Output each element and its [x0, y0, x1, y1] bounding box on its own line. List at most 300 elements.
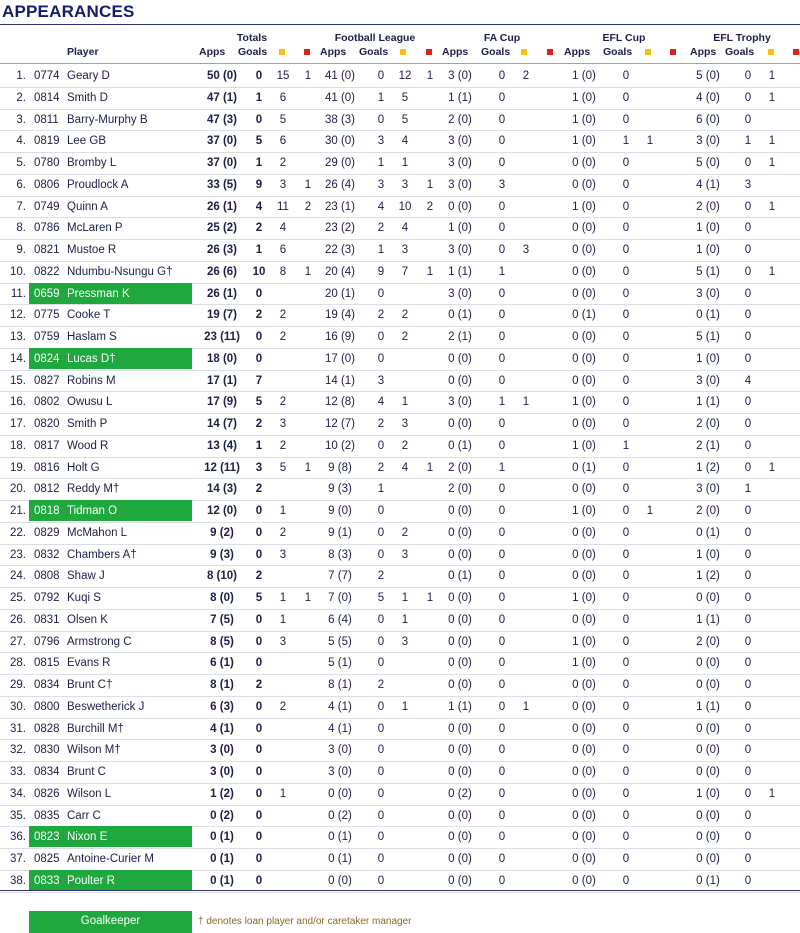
cell-lgoals: 0	[377, 548, 385, 561]
cell-lr: 1	[426, 178, 434, 191]
cell-num: 31.	[10, 722, 26, 735]
cell-tgoals: 5	[255, 135, 263, 148]
cell-egoals: 0	[622, 265, 630, 278]
cell-fapps: 2 (0)	[448, 483, 472, 496]
cell-eapps: 0 (0)	[572, 352, 596, 365]
cell-fapps: 0 (0)	[448, 505, 472, 517]
cell-fgoals: 0	[498, 744, 506, 757]
cell-code: 0817	[34, 439, 60, 452]
cell-tapps: 17 (9)	[206, 396, 238, 409]
cell-lapps: 6 (4)	[328, 613, 352, 626]
cell-ly: 2	[401, 526, 409, 539]
cell-tgoals2: 0	[744, 331, 752, 343]
cell-num: 16.	[10, 396, 26, 409]
cell-ty: 6	[279, 91, 287, 104]
cell-ty: 1	[279, 592, 287, 604]
cell-ty: 8	[279, 265, 287, 278]
cell-fgoals: 0	[498, 135, 506, 148]
cell-lgoals: 1	[377, 244, 385, 256]
cell-tgoals2: 0	[744, 309, 752, 322]
cell-name: Ndumbu-Nsungu G†	[67, 265, 173, 278]
cell-tapps: 26 (6)	[206, 265, 238, 278]
cell-ly: 4	[401, 135, 409, 148]
cell-num: 13.	[10, 331, 26, 343]
cell-lapps: 30 (0)	[324, 135, 356, 148]
cell-lgoals: 0	[377, 722, 385, 735]
cell-fgoals: 0	[498, 657, 506, 670]
cell-lapps: 38 (3)	[324, 113, 356, 126]
cell-code: 0829	[34, 526, 60, 539]
table-row	[0, 304, 800, 327]
header-rule	[0, 63, 800, 64]
cell-num: 5.	[16, 157, 26, 169]
cell-fgoals: 0	[498, 70, 506, 82]
cell-egoals: 0	[622, 352, 630, 365]
cell-tgoals: 4	[255, 200, 263, 213]
cell-tgoals2: 0	[744, 570, 752, 583]
cell-eapps: 0 (1)	[572, 461, 596, 474]
cell-tgoals2: 0	[744, 722, 752, 735]
table-row	[0, 826, 800, 849]
cell-ly: 5	[401, 113, 409, 126]
cell-lgoals: 2	[377, 570, 385, 583]
cell-lapps: 7 (7)	[328, 570, 352, 583]
cell-code: 0814	[34, 91, 60, 104]
cell-name: McMahon L	[67, 526, 128, 539]
cell-tgoals2: 1	[744, 135, 752, 148]
cell-egoals: 0	[622, 548, 630, 561]
cell-lgoals: 0	[377, 331, 385, 343]
cell-tgoals2: 0	[744, 548, 752, 561]
cell-eapps: 0 (0)	[572, 831, 596, 844]
cell-eapps: 0 (0)	[572, 178, 596, 191]
title-rule	[0, 24, 800, 25]
cell-tapps: 12 (11)	[204, 461, 240, 474]
cell-tgoals2: 0	[744, 744, 752, 757]
table-row	[0, 739, 800, 762]
header-trophy-goals: Goals	[725, 46, 755, 58]
cell-lgoals: 0	[377, 505, 385, 517]
cell-lapps: 5 (5)	[328, 635, 352, 648]
cell-egoals: 0	[622, 613, 630, 626]
cell-fgoals: 0	[498, 331, 506, 343]
cell-tapps: 0 (1)	[210, 874, 234, 887]
cell-tapps: 9 (3)	[210, 548, 234, 561]
cell-fapps: 3 (0)	[448, 396, 472, 409]
cell-tgoals: 2	[255, 222, 263, 235]
table-row	[0, 587, 800, 610]
cell-eapps: 0 (0)	[572, 418, 596, 430]
cell-tapps2: 2 (0)	[696, 635, 720, 648]
cell-code: 0819	[34, 135, 60, 148]
cell-egoals: 0	[622, 157, 630, 169]
cell-tapps: 0 (2)	[210, 809, 234, 822]
cell-ty: 2	[279, 526, 287, 539]
cell-ty2: 1	[768, 91, 776, 104]
cell-egoals: 0	[622, 178, 630, 191]
cell-ly: 1	[401, 396, 409, 409]
cell-tgoals2: 0	[744, 222, 752, 235]
cell-ly: 1	[401, 613, 409, 626]
cell-ty2: 1	[768, 200, 776, 213]
cell-eapps: 0 (0)	[572, 613, 596, 626]
cell-egoals: 1	[622, 439, 630, 452]
cell-num: 20.	[10, 483, 26, 496]
cell-fapps: 3 (0)	[448, 135, 472, 148]
cell-tapps2: 1 (0)	[696, 787, 720, 800]
cell-lapps: 17 (0)	[324, 352, 356, 365]
cell-tapps: 13 (4)	[206, 439, 238, 452]
cell-tr: 1	[304, 461, 312, 474]
cell-fgoals: 0	[498, 809, 506, 822]
cell-fapps: 3 (0)	[448, 178, 472, 191]
cell-num: 35.	[10, 809, 26, 822]
header-fa-cup: FA Cup	[483, 32, 521, 44]
cell-name: Evans R	[67, 657, 111, 670]
yellow-card-icon	[279, 49, 285, 55]
cell-fgoals: 0	[498, 287, 506, 300]
cell-ly: 3	[401, 178, 409, 191]
cell-tapps2: 3 (0)	[696, 374, 720, 387]
cell-tgoals: 2	[255, 570, 263, 583]
cell-egoals: 0	[622, 222, 630, 235]
cell-tr: 1	[304, 178, 312, 191]
cell-tgoals2: 0	[744, 505, 752, 517]
cell-code: 0749	[34, 200, 60, 213]
cell-tgoals: 5	[255, 396, 263, 409]
cell-tapps: 17 (1)	[206, 374, 238, 387]
cell-ty: 2	[279, 396, 287, 409]
cell-code: 0774	[34, 70, 60, 82]
cell-tgoals2: 0	[744, 787, 752, 800]
cell-lr: 1	[426, 592, 434, 604]
cell-tapps2: 2 (0)	[696, 505, 720, 517]
cell-name: Cooke T	[67, 309, 111, 322]
cell-egoals: 0	[622, 766, 630, 778]
cell-lapps: 0 (0)	[328, 874, 352, 887]
cell-fgoals: 0	[498, 157, 506, 169]
table-row	[0, 565, 800, 588]
cell-code: 0775	[34, 309, 60, 322]
cell-tapps2: 0 (1)	[696, 526, 720, 539]
cell-egoals: 0	[622, 200, 630, 213]
header-eflcup-goals: Goals	[603, 46, 633, 58]
cell-fgoals: 0	[498, 787, 506, 800]
cell-lapps: 26 (4)	[324, 178, 356, 191]
cell-egoals: 0	[622, 396, 630, 409]
cell-ty2: 1	[768, 461, 776, 474]
table-row	[0, 261, 800, 284]
table-row	[0, 326, 800, 349]
cell-ey: 1	[646, 505, 654, 517]
cell-fapps: 0 (1)	[448, 570, 472, 583]
table-row	[0, 652, 800, 675]
cell-fgoals: 0	[498, 700, 506, 713]
cell-ty2: 1	[768, 787, 776, 800]
cell-num: 33.	[10, 766, 26, 778]
table-row	[0, 65, 800, 88]
header-totals-apps: Apps	[199, 46, 226, 58]
cell-tgoals2: 0	[744, 657, 752, 670]
cell-num: 12.	[10, 309, 26, 322]
cell-ty: 2	[279, 331, 287, 343]
cell-egoals: 0	[622, 744, 630, 757]
cell-ty: 2	[279, 439, 287, 452]
cell-tapps: 14 (7)	[206, 418, 238, 430]
table-row	[0, 718, 800, 741]
cell-tgoals: 1	[255, 91, 263, 104]
cell-name: Reddy M†	[67, 483, 120, 496]
table-row	[0, 761, 800, 784]
cell-ty: 3	[279, 178, 287, 191]
table-row	[0, 239, 800, 262]
cell-fapps: 0 (0)	[448, 418, 472, 430]
cell-tapps2: 3 (0)	[696, 135, 720, 148]
cell-tgoals: 0	[255, 331, 263, 343]
cell-num: 11.	[10, 287, 26, 300]
cell-fgoals: 1	[498, 396, 506, 409]
cell-egoals: 0	[622, 809, 630, 822]
cell-code: 0832	[34, 548, 60, 561]
cell-tgoals2: 1	[744, 483, 752, 496]
cell-lgoals: 0	[377, 613, 385, 626]
cell-fapps: 0 (0)	[448, 200, 472, 213]
cell-tgoals: 1	[255, 157, 263, 169]
cell-ty: 5	[279, 113, 287, 126]
cell-tgoals2: 0	[744, 200, 752, 213]
cell-ly: 5	[401, 91, 409, 104]
cell-tapps: 3 (0)	[210, 766, 234, 778]
cell-ly: 2	[401, 309, 409, 322]
cell-ty: 1	[279, 505, 287, 517]
cell-lgoals: 0	[377, 831, 385, 844]
cell-lapps: 4 (1)	[328, 700, 352, 713]
cell-fapps: 0 (0)	[448, 657, 472, 670]
cell-tgoals: 0	[255, 744, 263, 757]
cell-egoals: 0	[622, 505, 630, 517]
cell-tapps: 26 (1)	[206, 200, 238, 213]
cell-name: Wood R	[67, 439, 109, 452]
cell-name: Wilson L	[67, 787, 112, 800]
table-row	[0, 413, 800, 436]
cell-name: Holt G	[67, 461, 100, 474]
cell-tgoals2: 0	[744, 679, 752, 691]
table-row	[0, 522, 800, 545]
cell-eapps: 1 (0)	[572, 439, 596, 452]
cell-tapps2: 3 (0)	[696, 483, 720, 496]
table-row	[0, 696, 800, 719]
cell-ty: 2	[279, 700, 287, 713]
cell-code: 0818	[34, 505, 60, 517]
header-efl-cup: EFL Cup	[602, 32, 646, 44]
cell-tapps2: 5 (0)	[696, 157, 720, 169]
cell-lapps: 12 (8)	[324, 396, 356, 409]
cell-fapps: 2 (0)	[448, 113, 472, 126]
cell-tgoals: 2	[255, 418, 263, 430]
header-player: Player	[67, 46, 99, 58]
cell-num: 28.	[10, 657, 26, 670]
cell-fapps: 2 (1)	[448, 331, 472, 343]
cell-ty: 5	[279, 461, 287, 474]
cell-fgoals: 0	[498, 679, 506, 691]
cell-name: Nixon E	[67, 831, 108, 844]
cell-egoals: 0	[622, 874, 630, 887]
cell-tgoals: 0	[255, 352, 263, 365]
cell-tgoals: 0	[255, 787, 263, 800]
cell-tapps: 19 (7)	[206, 309, 238, 322]
cell-eapps: 1 (0)	[572, 70, 596, 82]
cell-tapps2: 5 (0)	[696, 70, 720, 82]
cell-lgoals: 0	[377, 113, 385, 126]
table-row	[0, 130, 800, 153]
cell-tapps: 8 (0)	[210, 592, 234, 604]
cell-tapps: 6 (1)	[210, 657, 234, 670]
cell-eapps: 0 (0)	[572, 222, 596, 235]
cell-lr: 1	[426, 461, 434, 474]
cell-tgoals2: 0	[744, 439, 752, 452]
cell-fapps: 0 (0)	[448, 744, 472, 757]
cell-lgoals: 3	[377, 178, 385, 191]
cell-lgoals: 0	[377, 526, 385, 539]
cell-tapps: 9 (2)	[210, 526, 234, 539]
cell-egoals: 0	[622, 831, 630, 844]
cell-fapps: 1 (0)	[448, 222, 472, 235]
cell-eapps: 0 (0)	[572, 679, 596, 691]
cell-name: McLaren P	[67, 222, 123, 235]
loan-player-note: † denotes loan player and/or caretaker manager	[198, 916, 412, 927]
cell-num: 9.	[16, 244, 26, 256]
cell-tgoals2: 0	[744, 396, 752, 409]
cell-fapps: 0 (0)	[448, 592, 472, 604]
cell-fapps: 3 (0)	[448, 157, 472, 169]
cell-tgoals: 0	[255, 113, 263, 126]
cell-fgoals: 0	[498, 374, 506, 387]
cell-code: 0780	[34, 157, 60, 169]
cell-tgoals: 7	[255, 374, 263, 387]
cell-egoals: 0	[622, 309, 630, 322]
cell-code: 0835	[34, 809, 60, 822]
cell-code: 0800	[34, 700, 60, 713]
table-row	[0, 196, 800, 219]
cell-fgoals: 0	[498, 635, 506, 648]
cell-ly: 4	[401, 222, 409, 235]
table-row	[0, 805, 800, 828]
cell-ty: 2	[279, 309, 287, 322]
cell-name: Pressman K	[67, 287, 130, 300]
cell-tgoals2: 0	[744, 831, 752, 844]
cell-lapps: 10 (2)	[324, 439, 356, 452]
cell-eapps: 0 (0)	[572, 548, 596, 561]
cell-num: 27.	[10, 635, 26, 648]
cell-fgoals: 0	[498, 613, 506, 626]
cell-ty: 6	[279, 135, 287, 148]
cell-lapps: 9 (1)	[328, 526, 352, 539]
red-card-icon	[547, 49, 553, 55]
cell-ty: 3	[279, 548, 287, 561]
cell-lgoals: 0	[377, 787, 385, 800]
cell-eapps: 0 (0)	[572, 483, 596, 496]
cell-tapps2: 3 (0)	[696, 287, 720, 300]
cell-tapps: 12 (0)	[206, 505, 238, 517]
cell-lgoals: 0	[377, 70, 385, 82]
cell-code: 0825	[34, 853, 60, 865]
cell-fapps: 3 (0)	[448, 287, 472, 300]
cell-egoals: 0	[622, 592, 630, 604]
red-card-icon	[426, 49, 432, 55]
cell-fgoals: 0	[498, 483, 506, 496]
cell-ty: 1	[279, 787, 287, 800]
cell-ly: 2	[401, 331, 409, 343]
cell-lapps: 0 (2)	[328, 809, 352, 822]
cell-lgoals: 2	[377, 418, 385, 430]
cell-lapps: 12 (7)	[324, 418, 356, 430]
cell-tapps2: 1 (1)	[696, 613, 720, 626]
cell-egoals: 0	[622, 91, 630, 104]
cell-fgoals: 0	[498, 592, 506, 604]
cell-tgoals2: 0	[744, 352, 752, 365]
cell-code: 0792	[34, 592, 60, 604]
cell-tapps: 18 (0)	[206, 352, 238, 365]
cell-lgoals: 3	[377, 135, 385, 148]
cell-egoals: 0	[622, 679, 630, 691]
cell-fapps: 0 (0)	[448, 809, 472, 822]
cell-eapps: 0 (0)	[572, 157, 596, 169]
cell-num: 22.	[10, 526, 26, 539]
cell-code: 0830	[34, 744, 60, 757]
cell-tgoals2: 0	[744, 874, 752, 887]
cell-eapps: 0 (0)	[572, 722, 596, 735]
cell-tgoals2: 3	[744, 178, 752, 191]
cell-lapps: 19 (4)	[324, 309, 356, 322]
cell-lapps: 9 (3)	[328, 483, 352, 496]
cell-lr: 1	[426, 70, 434, 82]
cell-name: Haslam S	[67, 331, 117, 343]
cell-tapps: 3 (0)	[210, 744, 234, 757]
cell-num: 1.	[16, 70, 26, 82]
cell-code: 0796	[34, 635, 60, 648]
cell-eapps: 0 (0)	[572, 331, 596, 343]
cell-tapps: 1 (2)	[210, 787, 234, 800]
cell-tapps: 8 (1)	[210, 679, 234, 691]
cell-num: 14.	[10, 352, 26, 365]
header-totals: Totals	[236, 32, 268, 44]
table-row	[0, 87, 800, 110]
table-row	[0, 609, 800, 632]
cell-ty2: 1	[768, 70, 776, 82]
cell-fgoals: 0	[498, 722, 506, 735]
cell-name: Lucas D†	[67, 352, 116, 365]
cell-fgoals: 0	[498, 548, 506, 561]
cell-tapps2: 0 (0)	[696, 744, 720, 757]
cell-lgoals: 0	[377, 853, 385, 865]
cell-eapps: 0 (0)	[572, 287, 596, 300]
cell-eapps: 1 (0)	[572, 592, 596, 604]
cell-tr: 1	[304, 265, 312, 278]
cell-tapps2: 0 (0)	[696, 722, 720, 735]
cell-num: 23.	[10, 548, 26, 561]
cell-tapps2: 5 (1)	[696, 265, 720, 278]
cell-egoals: 0	[622, 374, 630, 387]
cell-ty2: 1	[768, 157, 776, 169]
cell-fapps: 0 (0)	[448, 679, 472, 691]
cell-num: 37.	[10, 853, 26, 865]
cell-tapps2: 0 (0)	[696, 592, 720, 604]
cell-tapps2: 4 (1)	[696, 178, 720, 191]
cell-fgoals: 1	[498, 461, 506, 474]
cell-code: 0821	[34, 244, 60, 256]
cell-fy: 2	[522, 70, 530, 82]
red-card-icon	[304, 49, 310, 55]
